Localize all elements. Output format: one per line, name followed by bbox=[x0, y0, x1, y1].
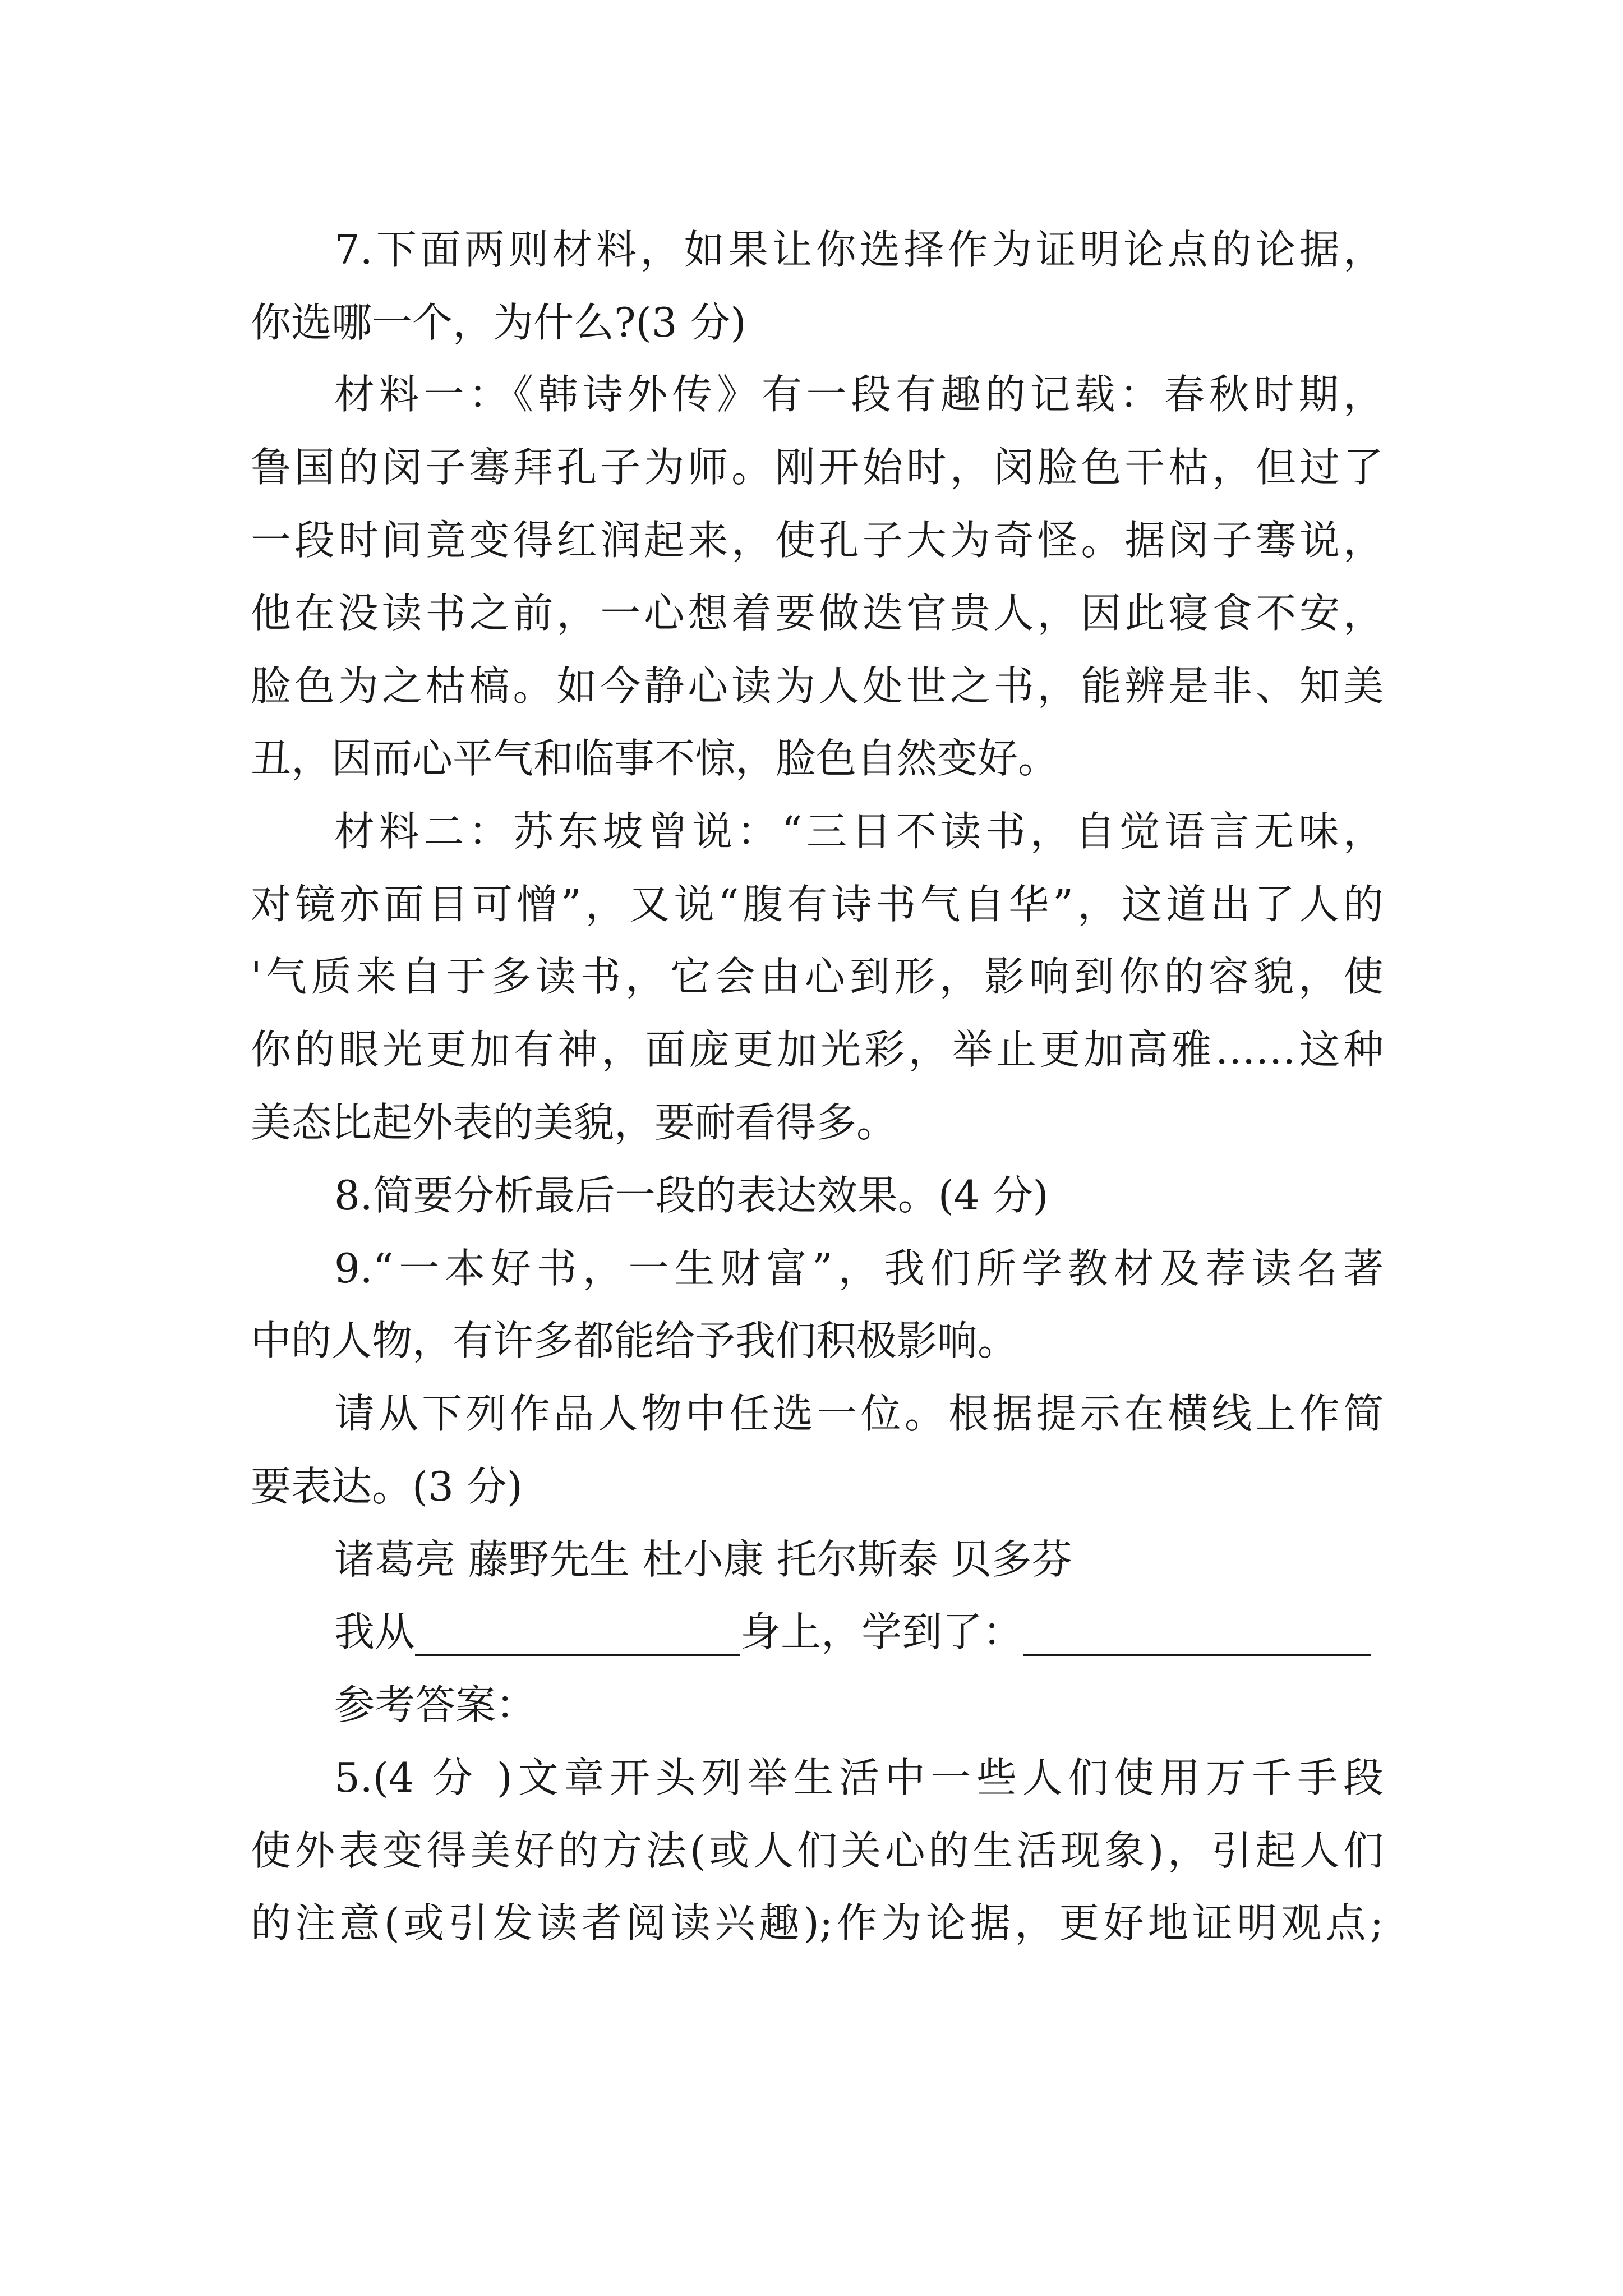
lesson-learned-blank[interactable] bbox=[1023, 1614, 1371, 1656]
material-1-line-5: 脸色为之枯槁。如今静心读为人处世之书，能辨是非、知美 bbox=[251, 662, 1384, 710]
fill-in-line bbox=[334, 1601, 1384, 1663]
material-2-line-1: 材料二：苏东坡曾说：“三日不读书，自觉语言无味， bbox=[334, 808, 1384, 855]
fill-prefix: 我从 bbox=[334, 1608, 416, 1655]
answer-5-line-1: 5.(4 分 )文章开头列举生活中一些人们使用万千手段 bbox=[334, 1754, 1384, 1801]
question-9-line-1: 9.“一本好书，一生财富”，我们所学教材及荐读名著 bbox=[334, 1245, 1384, 1292]
material-2-line-3: '气质来自于多读书，它会由心到形，影响到你的容貌，使 bbox=[251, 953, 1384, 1000]
answer-heading: 参考答案： bbox=[334, 1681, 537, 1728]
answer-5-line-3: 的注意(或引发读者阅读兴趣);作为论据，更好地证明观点; bbox=[251, 1899, 1384, 1947]
material-2-line-5: 美态比起外表的美貌，要耐看得多。 bbox=[251, 1099, 897, 1146]
material-1-line-4: 他在没读书之前，一心想着要做迭官贵人，因此寝食不安， bbox=[251, 590, 1384, 637]
character-name-blank[interactable] bbox=[415, 1614, 740, 1656]
character-options: 诸葛亮 藤野先生 杜小康 托尔斯泰 贝多芬 bbox=[334, 1536, 1072, 1583]
question-7-line-2: 你选哪一个，为什么?(3 分) bbox=[251, 299, 746, 346]
material-1-line-1: 材料一：《韩诗外传》有一段有趣的记载：春秋时期， bbox=[334, 371, 1384, 418]
answer-5-line-2: 使外表变得美好的方法(或人们关心的生活现象)，引起人们 bbox=[251, 1827, 1384, 1874]
material-1-line-2: 鲁国的闵子骞拜孔子为师。刚开始时，闵脸色干枯，但过了 bbox=[251, 444, 1384, 491]
question-7-line-1: 7.下面两则材料，如果让你选择作为证明论点的论据， bbox=[334, 226, 1384, 273]
fill-middle: 身上，学到了： bbox=[740, 1608, 1023, 1655]
question-9-line-2: 中的人物，有许多都能给予我们积极影响。 bbox=[251, 1317, 1018, 1364]
material-2-line-4: 你的眼光更加有神，面庞更加光彩，举止更加高雅……这种 bbox=[251, 1026, 1384, 1073]
material-1-line-6: 丑，因而心平气和临事不惊，脸色自然变好。 bbox=[251, 735, 1059, 782]
question-9-instruction-line-1: 请从下列作品人物中任选一位。根据提示在横线上作简 bbox=[334, 1390, 1384, 1437]
material-1-line-3: 一段时间竟变得红润起来，使孔子大为奇怪。据闵子骞说， bbox=[251, 517, 1384, 564]
material-2-line-2: 对镜亦面目可憎”，又说“腹有诗书气自华”，这道出了人的 bbox=[251, 881, 1384, 928]
question-8: 8.简要分析最后一段的表达效果。(4 分) bbox=[334, 1172, 1049, 1219]
question-9-instruction-line-2: 要表达。(3 分) bbox=[251, 1463, 523, 1510]
